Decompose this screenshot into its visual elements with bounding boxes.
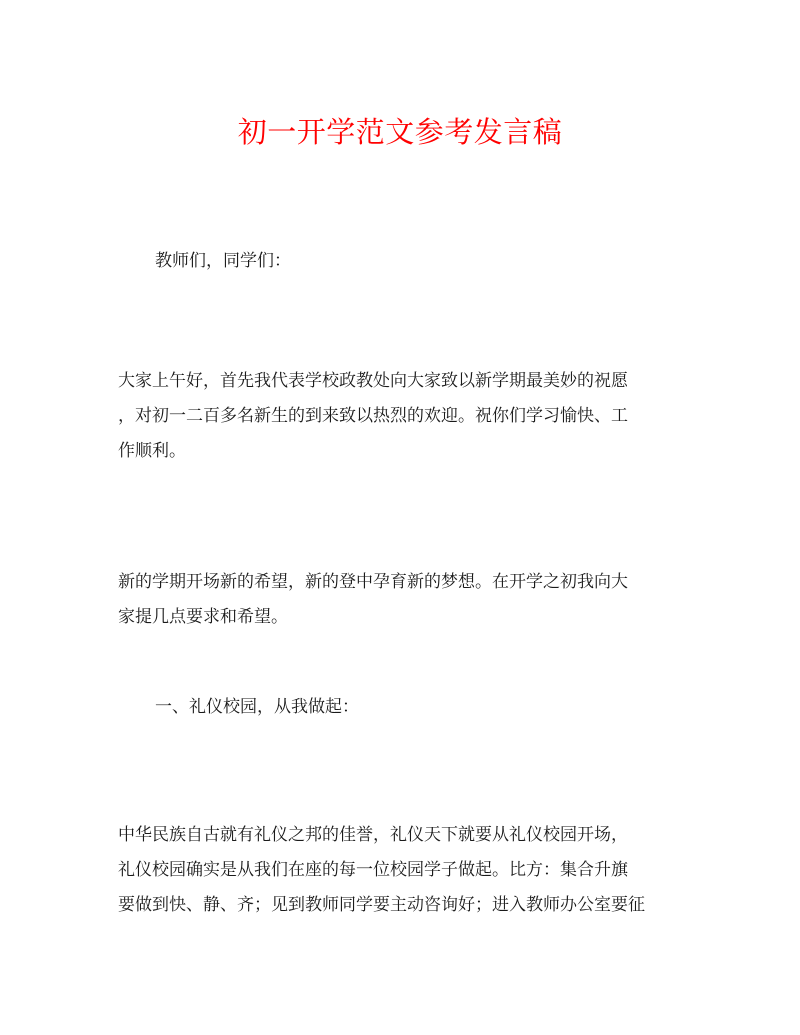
paragraph-line: 要做到快、静、齐；见到教师同学要主动咨询好；进入教师办公室要征 [118,895,645,915]
paragraph-line: ，对初一二百多名新生的到来致以热烈的欢迎。祝你们学习愉快、工 [118,406,628,426]
paragraph-line: 新的学期开场新的希望，新的登中孕育新的梦想。在开学之初我向大 [118,572,628,592]
paragraph-line: 中华民族自古就有礼仪之邦的佳誉，礼仪天下就要从礼仪校园开场， [118,825,628,845]
paragraph-line: 大家上午好，首先我代表学校政教处向大家致以新学期最美妙的祝愿 [118,371,628,391]
paragraph-line: 作顺利。 [118,441,186,461]
paragraph-line: 礼仪校园确实是从我们在座的每一位校园学子做起。比方：集合升旗 [118,860,628,880]
paragraph-etiquette [118,818,678,923]
document-title: 初一开学范文参考发言稿 [237,115,563,149]
section-heading: 一、礼仪校园，从我做起： [155,697,359,717]
paragraph-hope [118,565,678,635]
paragraph-line: 家提几点要求和希望。 [118,607,288,627]
salutation: 教师们，同学们： [155,251,291,271]
paragraph-greeting [118,364,678,469]
